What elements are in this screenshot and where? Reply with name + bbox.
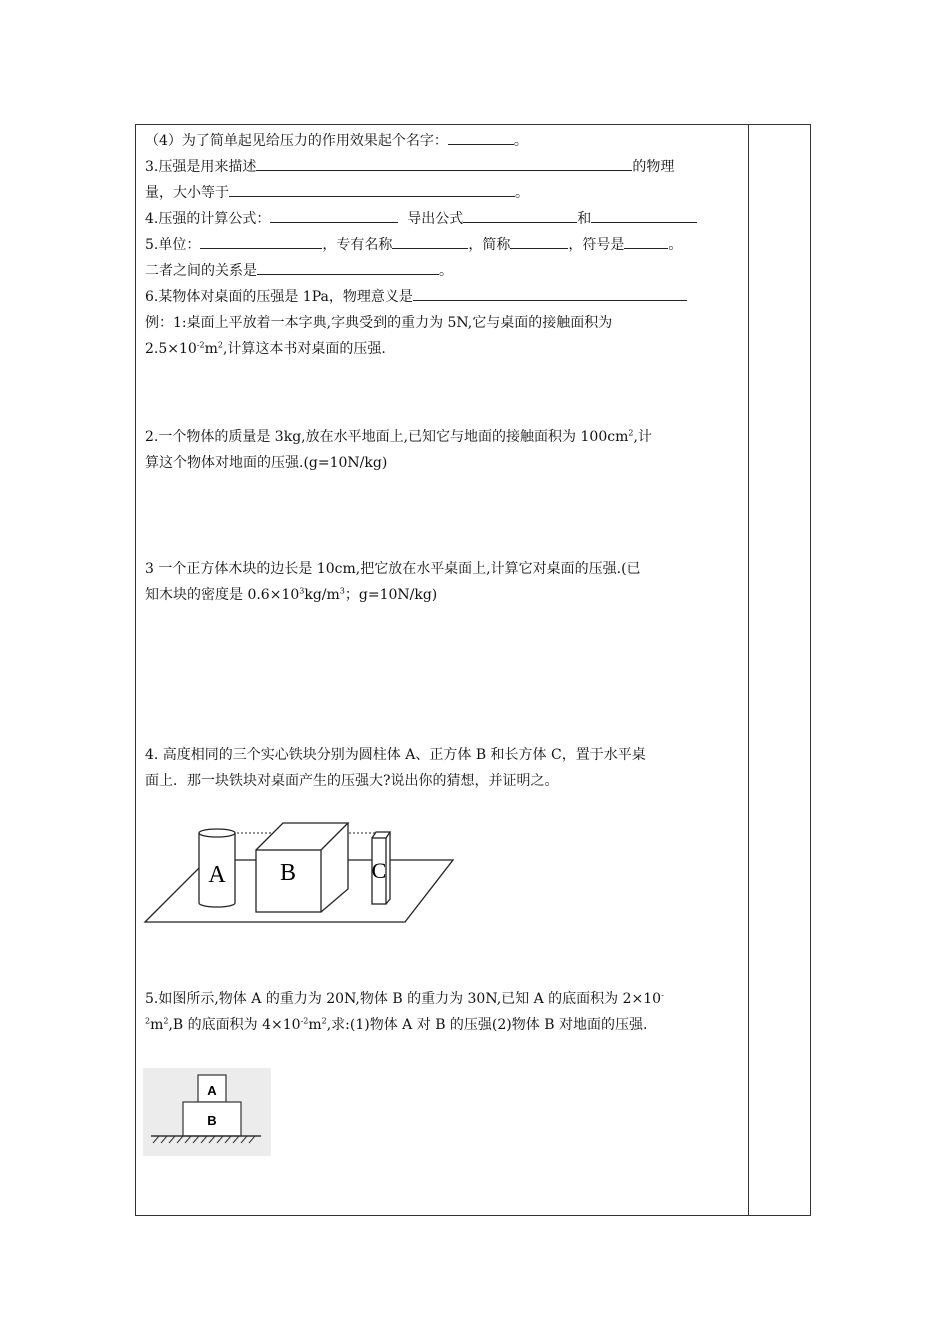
- column-divider: [748, 124, 749, 1216]
- stacked-blocks-figure: [143, 1068, 271, 1156]
- section-4-line: 4.压强的计算公式： 导出公式 和: [145, 206, 741, 232]
- example-2-line1: 2.一个物体的质量是 3kg,放在水平地面上,已知它与地面的接触面积为 $100cm^2$,计: [145, 428, 652, 445]
- section-5-line1: 5.单位： ，专有名称 ，简称 ，符号是 。: [145, 232, 741, 258]
- label-b: B: [279, 860, 297, 886]
- section-3-line2: 量，大小等于 。: [145, 180, 741, 206]
- label-b: B: [207, 1113, 217, 1128]
- example-3-line2: 知木块的密度是 $0.6\times 10^3kg/m^3$；g=10N/kg): [145, 586, 438, 603]
- blank[interactable]: [624, 233, 668, 249]
- section-6-line: 6.某物体对桌面的压强是 1Pa，物理意义是: [145, 284, 741, 310]
- blank[interactable]: [270, 207, 398, 223]
- example-1-line1: 例：1:桌面上平放着一本字典,字典受到的重力为 5N,它与桌面的接触面积为: [145, 315, 613, 331]
- blank[interactable]: [510, 233, 568, 249]
- blank[interactable]: [463, 207, 577, 223]
- blank[interactable]: [392, 233, 468, 249]
- example-3-line1: 3 一个正方体木块的边长是 10cm,把它放在水平桌面上,计算它对桌面的压强.(已: [145, 561, 641, 577]
- label-a: A: [208, 862, 226, 888]
- item-4-line: （4）为了简单起见给压力的作用效果起个名字： 。: [145, 128, 741, 154]
- blank[interactable]: [413, 285, 687, 301]
- blank[interactable]: [229, 181, 515, 197]
- blank[interactable]: [200, 233, 322, 249]
- example-2-line2: 算这个物体对地面的压强.(g=10N/kg): [145, 455, 388, 471]
- example-1-line2: $2.5\times 10^{-2}m^2$,计算这本书对桌面的压强.: [145, 340, 386, 357]
- label-a: A: [207, 1083, 217, 1098]
- cylinder-a: [199, 829, 235, 837]
- example-4-line1: 4. 高度相同的三个实心铁块分别为圆柱体 A、正方体 B 和长方体 C，置于水平桌: [145, 747, 646, 763]
- section-3-line1: 3.压强是用来描述 的物理: [145, 154, 741, 180]
- blank[interactable]: [257, 259, 439, 275]
- example-5-line2: $^2m^2,B$ 的底面积为 $4\times 10^{-2}m^2$,求:(1)物体 A 对 B 的压强(2)物体 B 对地面的压强.: [145, 1016, 648, 1033]
- blank[interactable]: [591, 207, 697, 223]
- blank[interactable]: [256, 155, 632, 171]
- blocks-on-table-figure: [143, 816, 455, 928]
- example-5-line1: 5.如图所示,物体 A 的重力为 20N,物体 B 的重力为 30N,已知 A 的底面积为 2×10-: [145, 990, 664, 1007]
- label-c: C: [371, 858, 387, 883]
- blank[interactable]: [448, 129, 514, 145]
- section-5-line2: 二者之间的关系是 。: [145, 258, 741, 284]
- example-4-line2: 面上．那一块铁块对桌面产生的压强大?说出你的猜想，并证明之。: [145, 773, 559, 789]
